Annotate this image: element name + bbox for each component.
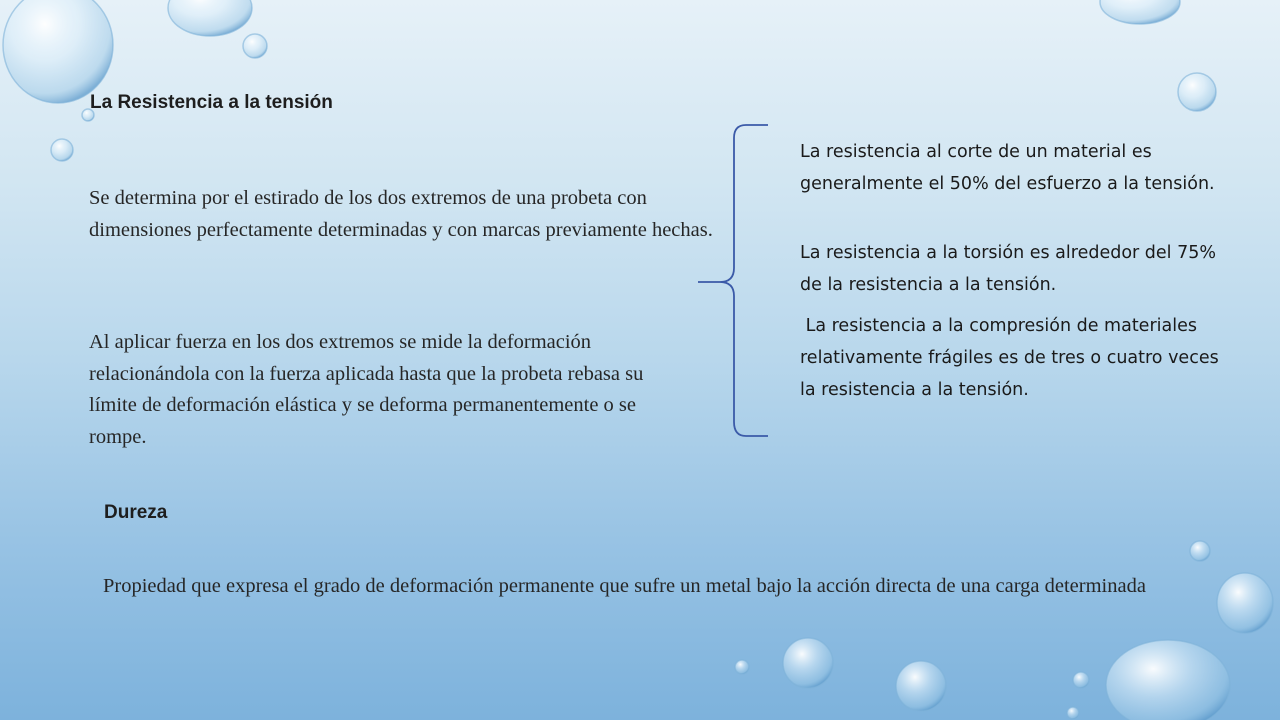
water-drop: [735, 660, 749, 674]
water-drop: [1073, 672, 1089, 688]
water-drop: [243, 34, 267, 58]
water-drop: [1217, 573, 1273, 633]
water-drop: [168, 0, 252, 36]
compression-strength-note: La resistencia a la compresión de materiales relativamente frágiles es de tres o cuatro veces la resistencia a la tensión.: [800, 316, 1225, 400]
water-drop: [1067, 707, 1079, 719]
water-drop: [51, 139, 73, 161]
tension-heading: La Resistencia a la tensión: [90, 92, 333, 113]
water-drop: [1106, 640, 1230, 720]
torsion-strength-note: La resistencia a la torsión es alrededor del 75% de la resistencia a la tensión.: [800, 243, 1216, 295]
curly-brace-connector: [690, 120, 780, 450]
water-drop: [1100, 0, 1180, 24]
water-drop: [783, 638, 833, 688]
tension-paragraph-1: Se determina por el estirado de los dos extremos de una probeta con dimensiones perfectamente determinadas y con marcas previamente hechas.: [89, 187, 713, 241]
hardness-heading: Dureza: [104, 502, 168, 523]
tension-paragraph-2: Al aplicar fuerza en los dos extremos se mide la deformación relacionándola con la fuerza aplicada hasta que la probeta rebasa su límite de deformación elástica y se deforma permanentemente o se rompe.: [89, 331, 644, 448]
water-drop: [1178, 73, 1216, 111]
water-drop: [1190, 541, 1210, 561]
shear-strength-note: La resistencia al corte de un material es generalmente el 50% del esfuerzo a la tensión.: [800, 142, 1215, 194]
hardness-paragraph: Propiedad que expresa el grado de deformación permanente que sufre un metal bajo la acción directa de una carga determinada: [103, 575, 1146, 597]
water-drop: [896, 661, 946, 711]
water-drop: [3, 0, 113, 103]
